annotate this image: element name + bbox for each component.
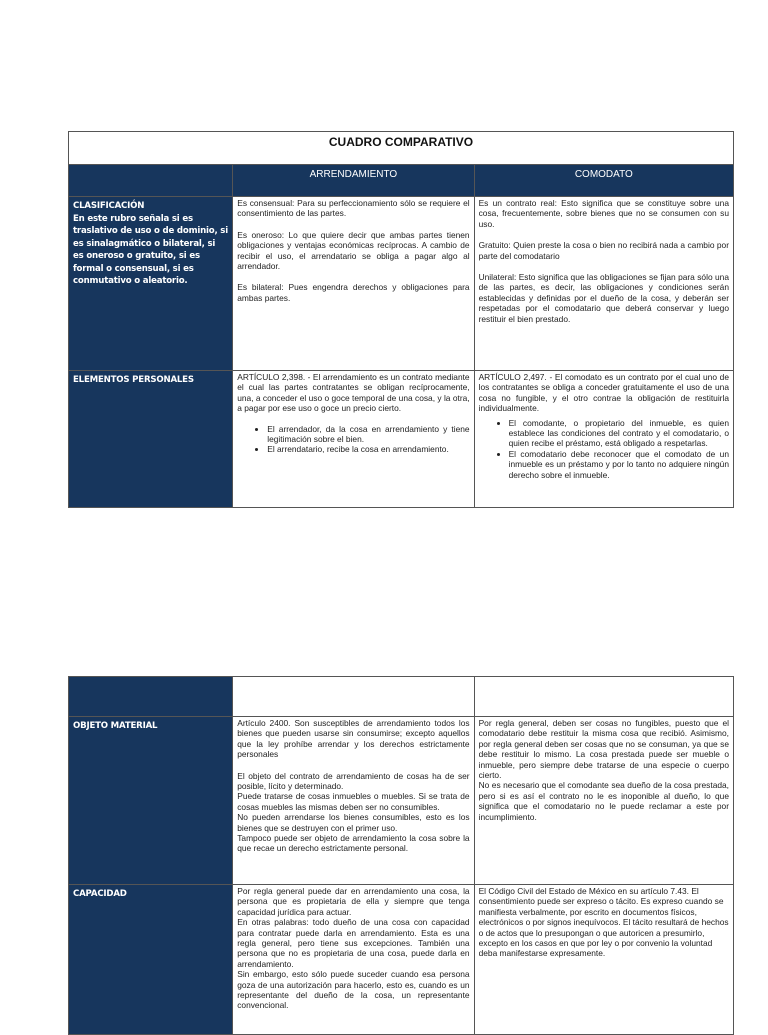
- bullet-list: [237, 424, 469, 455]
- paragraph: En otras palabras: todo dueño de una cosa con capacidad para contratar puede darla en arrendamiento. Esta es una regla general, pero tiene sus excepciones. También una persona que no es propietaria de una cosa, puede darla en arrendamiento.: [237, 917, 470, 969]
- paragraph: No pueden arrendarse los bienes consumibles, esto es los bienes que se destruyen con el primer uso.: [237, 812, 470, 833]
- paragraph: Unilateral: Esto significa que las obligaciones se fijan para sólo una de las partes, es decir, las obligaciones y condiciones serán establecidas y definidas por el dueño de la cosa, y deberán ser respetadas por el comodatario que deberá conservar y luego restituir el bien prestado.: [478, 272, 729, 324]
- header-empty-cell: [69, 677, 233, 717]
- cell-objeto-arrendamiento: [233, 717, 474, 885]
- paragraph: Es consensual: Para su perfeccionamiento sólo se requiere el consentimiento de las partes.: [237, 198, 470, 219]
- row-label-title: CAPACIDAD: [73, 889, 127, 899]
- list-item: • El arrendatario, recibe la cosa en arrendamiento.: [267, 444, 469, 454]
- comparative-table-2: [68, 676, 734, 1035]
- paragraph: Por regla general, deben ser cosas no fungibles, puesto que el comodatario debe restituir la misma cosa que recibió. Asimismo, por regla general deben ser cosas que no se consuman, ya que se debe restituir lo mismo. La cosa prestada puede ser mueble o inmueble, pero siempre debe tratarse de una especie o cuerpo cierto.: [478, 718, 729, 781]
- header-empty-cell: [69, 165, 233, 197]
- paragraph: Por regla general puede dar en arrendamiento una cosa, la persona que es propietaria de ella y siempre que tenga capacidad jurídica para actuar.: [237, 886, 470, 917]
- cell-capacidad-arrendamiento: [233, 885, 474, 1035]
- paragraph: El Código Civil del Estado de México en su artículo 7.43. El consentimiento puede ser expreso o tácito. Es expreso cuando se manifiesta verbalmente, por escrito en documentos físicos, electrónicos o por signos inequívocos. El tácito resultará de hechos o de actos que lo presupongan o que autoricen a presumirlo, excepto en los casos en que por ley o por convenio la voluntad deba manifestarse expresamente.: [478, 886, 729, 959]
- header-arrendamiento: ARRENDAMIENTO: [233, 165, 474, 197]
- row-label-objeto-material: [69, 717, 233, 885]
- header-empty-cell: [474, 677, 733, 717]
- paragraph: Es bilateral: Pues engendra derechos y obligaciones para ambas partes.: [237, 282, 470, 303]
- paragraph: Es oneroso: Lo que quiere decir que ambas partes tienen obligaciones y ventajas económicas recíprocas. A cambio de recibir el uso, el arrendatario se obliga a pagar algo al arrendador.: [237, 229, 470, 272]
- paragraph: ARTÍCULO 2,398. - El arrendamiento es un contrato mediante el cual las partes contratantes se obligan recíprocamente, una, a conceder el uso o goce temporal de una cosa, y la otra, a pagar por ese uso o goce un precio cierto.: [237, 372, 470, 414]
- row-label-title: OBJETO MATERIAL: [73, 721, 158, 731]
- header-comodato: COMODATO: [474, 165, 733, 197]
- list-item: • El arrendador, da la cosa en arrendamiento y tiene legitimación sobre el bien.: [267, 424, 469, 445]
- paragraph: Puede tratarse de cosas inmuebles o muebles. Si se trata de cosas muebles las mismas deben ser no consumibles.: [237, 791, 470, 812]
- cell-clasificacion-comodato: [474, 197, 733, 371]
- cell-objeto-comodato: [474, 717, 733, 885]
- paragraph: No es necesario que el comodante sea dueño de la cosa prestada, pero si es así el contrato no le es inoponible al dueño, lo que significa que el comodatario no le puede reclamar a este por incumplimiento.: [478, 780, 729, 822]
- row-label-title: ELEMENTOS PERSONALES: [73, 375, 194, 385]
- row-label-capacidad: [69, 885, 233, 1035]
- table-title: CUADRO COMPARATIVO: [69, 132, 734, 165]
- paragraph: Artículo 2400. Son susceptibles de arrendamiento todos los bienes que pueden usarse sin consumirse; excepto aquellos que la ley prohíbe arrendar y los derechos estrictamente personales: [237, 718, 470, 760]
- row-label-description: En este rubro señala si es traslativo de uso o de dominio, si es sinalagmático o bilateral, si es oneroso o gratuito, si es formal o consensual, si es conmutativo o aleatorio.: [73, 213, 228, 286]
- row-label-title: CLASIFICACIÓN: [73, 201, 145, 211]
- paragraph: Es un contrato real: Esto significa que se constituye sobre una cosa, frecuentemente, sobre bienes que no se consumen con su uso.: [478, 198, 729, 229]
- row-label-clasificacion: [69, 197, 233, 371]
- list-item: • El comodante, o propietario del inmueble, es quien establece las condiciones del contrato y el comodatario, o quien recibe el préstamo, está obligado a respetarlas.: [509, 418, 729, 449]
- paragraph: Tampoco puede ser objeto de arrendamiento la cosa sobre la que recae un derecho estrictamente personal.: [237, 833, 470, 854]
- cell-capacidad-comodato: [474, 885, 733, 1035]
- header-empty-cell: [233, 677, 474, 717]
- cell-elementos-comodato: [474, 371, 733, 508]
- paragraph: El objeto del contrato de arrendamiento de cosas ha de ser posible, lícito y determinado.: [237, 770, 470, 792]
- comparative-table-1: [68, 131, 734, 508]
- bullet-list: [479, 418, 729, 480]
- paragraph: Gratuito: Quien preste la cosa o bien no recibirá nada a cambio por parte del comodatario: [478, 240, 729, 261]
- cell-elementos-arrendamiento: [233, 371, 474, 508]
- row-label-elementos-personales: [69, 371, 233, 508]
- cell-clasificacion-arrendamiento: [233, 197, 474, 371]
- paragraph: Sin embargo, esto sólo puede suceder cuando esa persona goza de una autorización para hacerlo, esto es, cuando es un representante del dueño de la cosa, un representante convencional.: [237, 969, 470, 1011]
- list-item: • El comodatario debe reconocer que el comodato de un inmueble es un préstamo y por lo tanto no adquiere ningún derecho sobre el inmueble.: [509, 449, 729, 480]
- paragraph: ARTÍCULO 2,497. - El comodato es un contrato por el cual uno de los contratantes se obliga a conceder gratuitamente el uso de una cosa no fungible, y el otro contrae la obligación de restituirla individualmente.: [478, 372, 729, 414]
